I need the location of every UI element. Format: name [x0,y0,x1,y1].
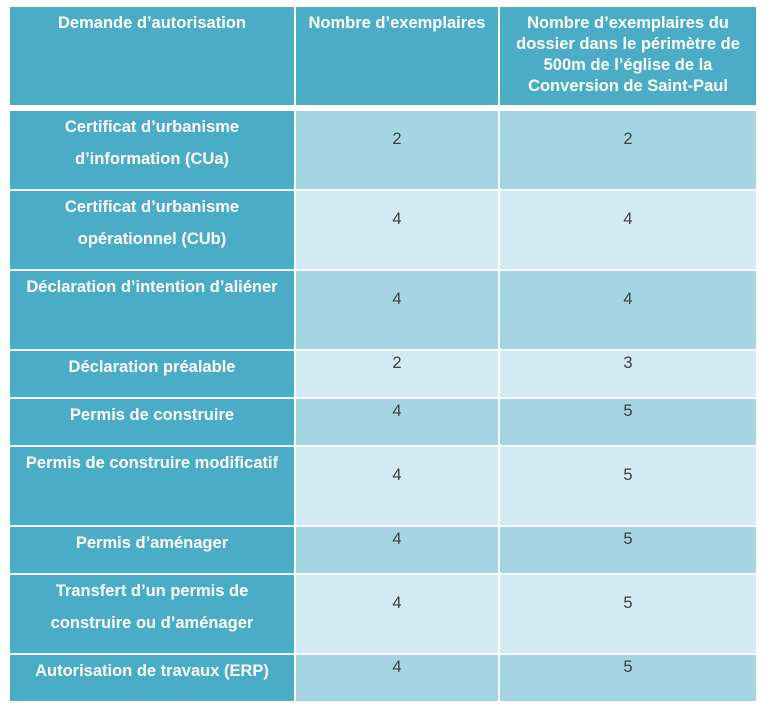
header-nombre-exemplaires: Nombre d’exemplaires [296,7,500,105]
copies-perimeter-value: 2 [500,111,756,189]
table-row [10,655,756,703]
authorization-table [10,7,756,703]
copies-value: 4 [296,399,500,445]
table-row [10,351,756,399]
row-label: Transfert d’un permis de construire ou d’aménager [10,575,296,653]
table-row [10,271,756,351]
copies-perimeter-value: 4 [500,191,756,269]
copies-perimeter-value: 4 [500,271,756,349]
table-row [10,191,756,271]
table-row [10,399,756,447]
copies-value: 2 [296,351,500,397]
copies-perimeter-value: 5 [500,575,756,653]
row-label: Permis d’aménager [10,527,296,573]
row-label: Certificat d’urbanisme opérationnel (CUb) [10,191,296,269]
copies-value: 4 [296,447,500,525]
copies-perimeter-value: 5 [500,527,756,573]
header-demande: Demande d’autorisation [10,7,296,105]
row-label: Permis de construire [10,399,296,445]
table-header-row [10,7,756,111]
copies-value: 4 [296,191,500,269]
copies-value: 4 [296,271,500,349]
row-label: Déclaration d’intention d’aliéner [10,271,296,349]
table-row [10,111,756,191]
header-nombre-exemplaires-perimetre: Nombre d’exemplaires du dossier dans le périmètre de 500m de l’église de la Conversion de Saint-Paul [500,7,756,105]
copies-value: 2 [296,111,500,189]
row-label: Autorisation de travaux (ERP) [10,655,296,701]
copies-perimeter-value: 3 [500,351,756,397]
copies-value: 4 [296,527,500,573]
table-row [10,447,756,527]
copies-perimeter-value: 5 [500,447,756,525]
table-row [10,575,756,655]
row-label: Certificat d’urbanisme d’information (CUa) [10,111,296,189]
copies-perimeter-value: 5 [500,655,756,701]
copies-perimeter-value: 5 [500,399,756,445]
row-label: Déclaration préalable [10,351,296,397]
copies-value: 4 [296,655,500,701]
row-label: Permis de construire modificatif [10,447,296,525]
copies-value: 4 [296,575,500,653]
table-row [10,527,756,575]
